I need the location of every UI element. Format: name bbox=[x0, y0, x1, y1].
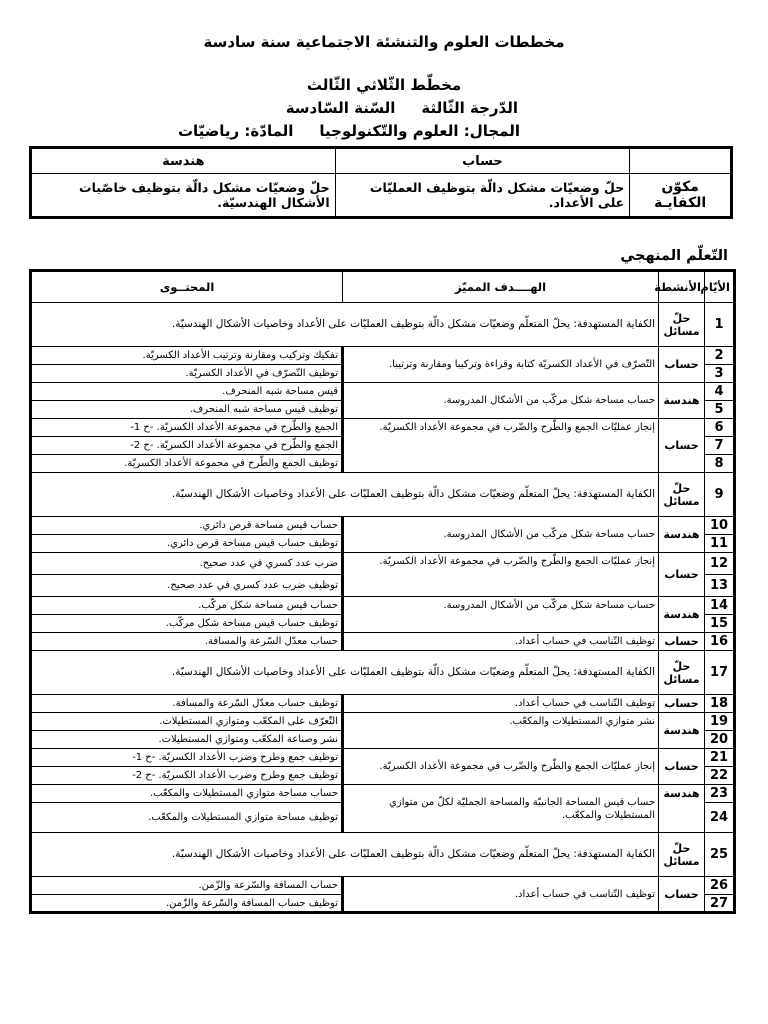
content-cell: توظيف مساحة متوازي المستطيلات والمكعّب. bbox=[31, 803, 343, 833]
domain-label: المجال: العلوم والتّكنولوجيا bbox=[319, 122, 520, 140]
grade-label: الدّرجة الثّالثة bbox=[421, 99, 518, 117]
day-cell: 20 bbox=[705, 731, 735, 749]
comp-empty-cell bbox=[630, 148, 732, 174]
objective-cell: حساب مساحة شكل مركّب من الأشكال المدروسة. bbox=[343, 597, 659, 633]
comp-arith-header: حساب bbox=[335, 148, 630, 174]
table-row bbox=[31, 383, 735, 401]
grade-year-line bbox=[286, 99, 518, 117]
competence-cell: الكفاية المستهدفة: يحلّ المتعلّم وضعيّات مشكل دالّة بتوظيف العمليّات على الأعداد وخاصيات الأشكال الهندسيّة. bbox=[31, 303, 659, 347]
day-cell: 11 bbox=[705, 535, 735, 553]
objective-cell: حساب مساحة شكل مركّب من الأشكال المدروسة. bbox=[343, 383, 659, 419]
table-row bbox=[31, 785, 735, 803]
objective-cell: إنجاز عمليّات الجمع والطّرح والضّرب في مجموعة الأعداد الكسريّة. bbox=[343, 749, 659, 785]
content-cell: توظيف ضرب عدد كسري في عدد صحيح. bbox=[31, 575, 343, 597]
objective-cell: إنجاز عمليّات الجمع والطّرح والضّرب في مجموعة الأعداد الكسريّة. bbox=[343, 419, 659, 473]
activity-cell: حساب bbox=[659, 553, 705, 597]
day-cell: 18 bbox=[705, 695, 735, 713]
content-cell: توظيف جمع وطرح وضرب الأعداد الكسريّة. -ح 1- bbox=[31, 749, 343, 767]
activity-cell: هندسة bbox=[659, 383, 705, 419]
content-cell: حساب مساحة متوازي المستطيلات والمكعّب. bbox=[31, 785, 343, 803]
objective-cell: نشر متوازي المستطيلات والمكعّب. bbox=[343, 713, 659, 749]
activity-cell: حساب bbox=[659, 695, 705, 713]
content-cell: قيس مساحة شبه المنحرف. bbox=[31, 383, 343, 401]
day-cell: 15 bbox=[705, 615, 735, 633]
activity-cell: حساب bbox=[659, 749, 705, 785]
activity-cell: هندسة bbox=[659, 517, 705, 553]
days-header: الأيّام bbox=[705, 271, 735, 303]
content-cell: التّعرّف على المكعّب ومتوازي المستطيلات. bbox=[31, 713, 343, 731]
content-cell: الجمع والطّرح في مجموعة الأعداد الكسريّة. -ح 2- bbox=[31, 437, 343, 455]
objective-cell: حساب مساحة شكل مركّب من الأشكال المدروسة. bbox=[343, 517, 659, 553]
content-cell: توظيف حساب المسافة والسّرعة والزّمن. bbox=[31, 895, 343, 913]
objective-cell: حساب قيس المساحة الجانبيّة والمساحة الجمليّة لكلّ من متوازي المستطيلات والمكعّب. bbox=[343, 785, 659, 833]
content-cell: حساب قيس مساحة شكل مركّب. bbox=[31, 597, 343, 615]
objective-cell: توظيف التّناسب في حساب أعداد. bbox=[343, 877, 659, 913]
competence-cell: الكفاية المستهدفة: يحلّ المتعلّم وضعيّات مشكل دالّة بتوظيف العمليّات على الأعداد وخاصيات الأشكال الهندسيّة. bbox=[31, 833, 659, 877]
day-cell: 24 bbox=[705, 803, 735, 833]
day-cell: 19 bbox=[705, 713, 735, 731]
content-cell: حساب معدّل السّرعة والمسافة. bbox=[31, 633, 343, 651]
activity-cell: حلّ مسائل bbox=[659, 303, 705, 347]
content-cell: حساب قيس مساحة قرص دائري. bbox=[31, 517, 343, 535]
day-cell: 9 bbox=[705, 473, 735, 517]
day-cell: 2 bbox=[705, 347, 735, 365]
objective-cell: توظيف التّناسب في حساب أعداد. bbox=[343, 695, 659, 713]
content-cell: توظيف الجمع والطّرح في مجموعة الأعداد الكسريّة. bbox=[31, 455, 343, 473]
day-cell: 25 bbox=[705, 833, 735, 877]
content-cell: توظيف جمع وطرح وضرب الأعداد الكسريّة. -ح 2- bbox=[31, 767, 343, 785]
comp-geo-header: هندسة bbox=[31, 148, 336, 174]
plan-table bbox=[29, 269, 736, 914]
content-cell: توظيف التّصرّف في الأعداد الكسريّة. bbox=[31, 365, 343, 383]
objective-cell: توظيف التّناسب في حساب أعداد. bbox=[343, 633, 659, 651]
table-row bbox=[31, 419, 735, 437]
activity-cell: حلّ مسائل bbox=[659, 833, 705, 877]
table-row bbox=[31, 633, 735, 651]
day-cell: 23 bbox=[705, 785, 735, 803]
table-row bbox=[31, 749, 735, 767]
objective-cell: إنجاز عمليّات الجمع والطّرح والضّرب في مجموعة الأعداد الكسريّة. bbox=[343, 553, 659, 597]
content-cell: توظيف حساب قيس مساحة قرص دائري. bbox=[31, 535, 343, 553]
day-cell: 10 bbox=[705, 517, 735, 535]
day-cell: 17 bbox=[705, 651, 735, 695]
content-cell: تفكيك وتركيب ومقارنة وترتيب الأعداد الكسريّة. bbox=[31, 347, 343, 365]
day-cell: 5 bbox=[705, 401, 735, 419]
day-cell: 8 bbox=[705, 455, 735, 473]
table-row bbox=[31, 473, 735, 517]
activity-cell: هندسة bbox=[659, 785, 705, 833]
activity-cell: حساب bbox=[659, 419, 705, 473]
activity-cell: حلّ مسائل bbox=[659, 473, 705, 517]
day-cell: 16 bbox=[705, 633, 735, 651]
domain-subject-line bbox=[178, 122, 520, 140]
competence-table bbox=[29, 146, 733, 219]
content-cell: ضرب عدد كسري في عدد صحيح. bbox=[31, 553, 343, 575]
table-row bbox=[31, 597, 735, 615]
plan-title: مخطّط الثّلاثي الثّالث bbox=[306, 76, 462, 94]
content-cell: توظيف حساب معدّل السّرعة والمسافة. bbox=[31, 695, 343, 713]
activity-cell: هندسة bbox=[659, 597, 705, 633]
day-cell: 6 bbox=[705, 419, 735, 437]
section-title: التّعلّم المنهجي bbox=[620, 248, 728, 264]
table-row bbox=[31, 651, 735, 695]
competence-cell: الكفاية المستهدفة: يحلّ المتعلّم وضعيّات مشكل دالّة بتوظيف العمليّات على الأعداد وخاصيات الأشكال الهندسيّة. bbox=[31, 651, 659, 695]
day-cell: 21 bbox=[705, 749, 735, 767]
table-row bbox=[31, 553, 735, 575]
day-cell: 14 bbox=[705, 597, 735, 615]
content-cell: حساب المسافة والسّرعة والزّمن. bbox=[31, 877, 343, 895]
day-cell: 7 bbox=[705, 437, 735, 455]
day-cell: 12 bbox=[705, 553, 735, 575]
objective-header: الهــــدف المميّز bbox=[343, 271, 659, 303]
table-row bbox=[31, 303, 735, 347]
table-row bbox=[31, 347, 735, 365]
day-cell: 4 bbox=[705, 383, 735, 401]
activity-cell: حساب bbox=[659, 877, 705, 913]
day-cell: 13 bbox=[705, 575, 735, 597]
table-row bbox=[31, 695, 735, 713]
table-row bbox=[31, 833, 735, 877]
main-title: مخططات العلوم والتنشئة الاجتماعية سنة سادسة bbox=[203, 33, 565, 51]
comp-geo-text: حلّ وضعيّات مشكل دالّة بتوظيف خاصّيات الأشكال الهندسيّة. bbox=[31, 174, 336, 218]
comp-arith-text: حلّ وضعيّات مشكل دالّة بتوظيف العمليّات على الأعداد. bbox=[335, 174, 630, 218]
subject-label: المادّة: رياضيّات bbox=[177, 122, 294, 140]
activity-cell: حلّ مسائل bbox=[659, 651, 705, 695]
content-header: المحتــوى bbox=[31, 271, 343, 303]
table-row bbox=[31, 877, 735, 895]
day-cell: 22 bbox=[705, 767, 735, 785]
plan-header-row bbox=[31, 271, 735, 303]
objective-cell: التّصرّف في الأعداد الكسريّة كتابة وقراءة وتركيبا ومقارنة وترتيبا. bbox=[343, 347, 659, 383]
competence-cell: الكفاية المستهدفة: يحلّ المتعلّم وضعيّات مشكل دالّة بتوظيف العمليّات على الأعداد وخاصيات الأشكال الهندسيّة. bbox=[31, 473, 659, 517]
table-row bbox=[31, 713, 735, 731]
activity-cell: حساب bbox=[659, 347, 705, 383]
year-label: السّنة السّادسة bbox=[285, 99, 396, 117]
activities-header: الأنشطة bbox=[659, 271, 705, 303]
day-cell: 26 bbox=[705, 877, 735, 895]
day-cell: 27 bbox=[705, 895, 735, 913]
activity-cell: حساب bbox=[659, 633, 705, 651]
content-cell: الجمع والطّرح في مجموعة الأعداد الكسريّة. -ح 1- bbox=[31, 419, 343, 437]
table-row bbox=[31, 517, 735, 535]
content-cell: توظيف حساب قيس مساحة شكل مركّب. bbox=[31, 615, 343, 633]
activity-cell: هندسة bbox=[659, 713, 705, 749]
content-cell: توظيف قيس مساحة شبه المنحرف. bbox=[31, 401, 343, 419]
day-cell: 1 bbox=[705, 303, 735, 347]
content-cell: نشر وصناعة المكعّب ومتوازي المستطيلات. bbox=[31, 731, 343, 749]
comp-row-label: مكوّن الكفايـة bbox=[630, 174, 732, 218]
day-cell: 3 bbox=[705, 365, 735, 383]
